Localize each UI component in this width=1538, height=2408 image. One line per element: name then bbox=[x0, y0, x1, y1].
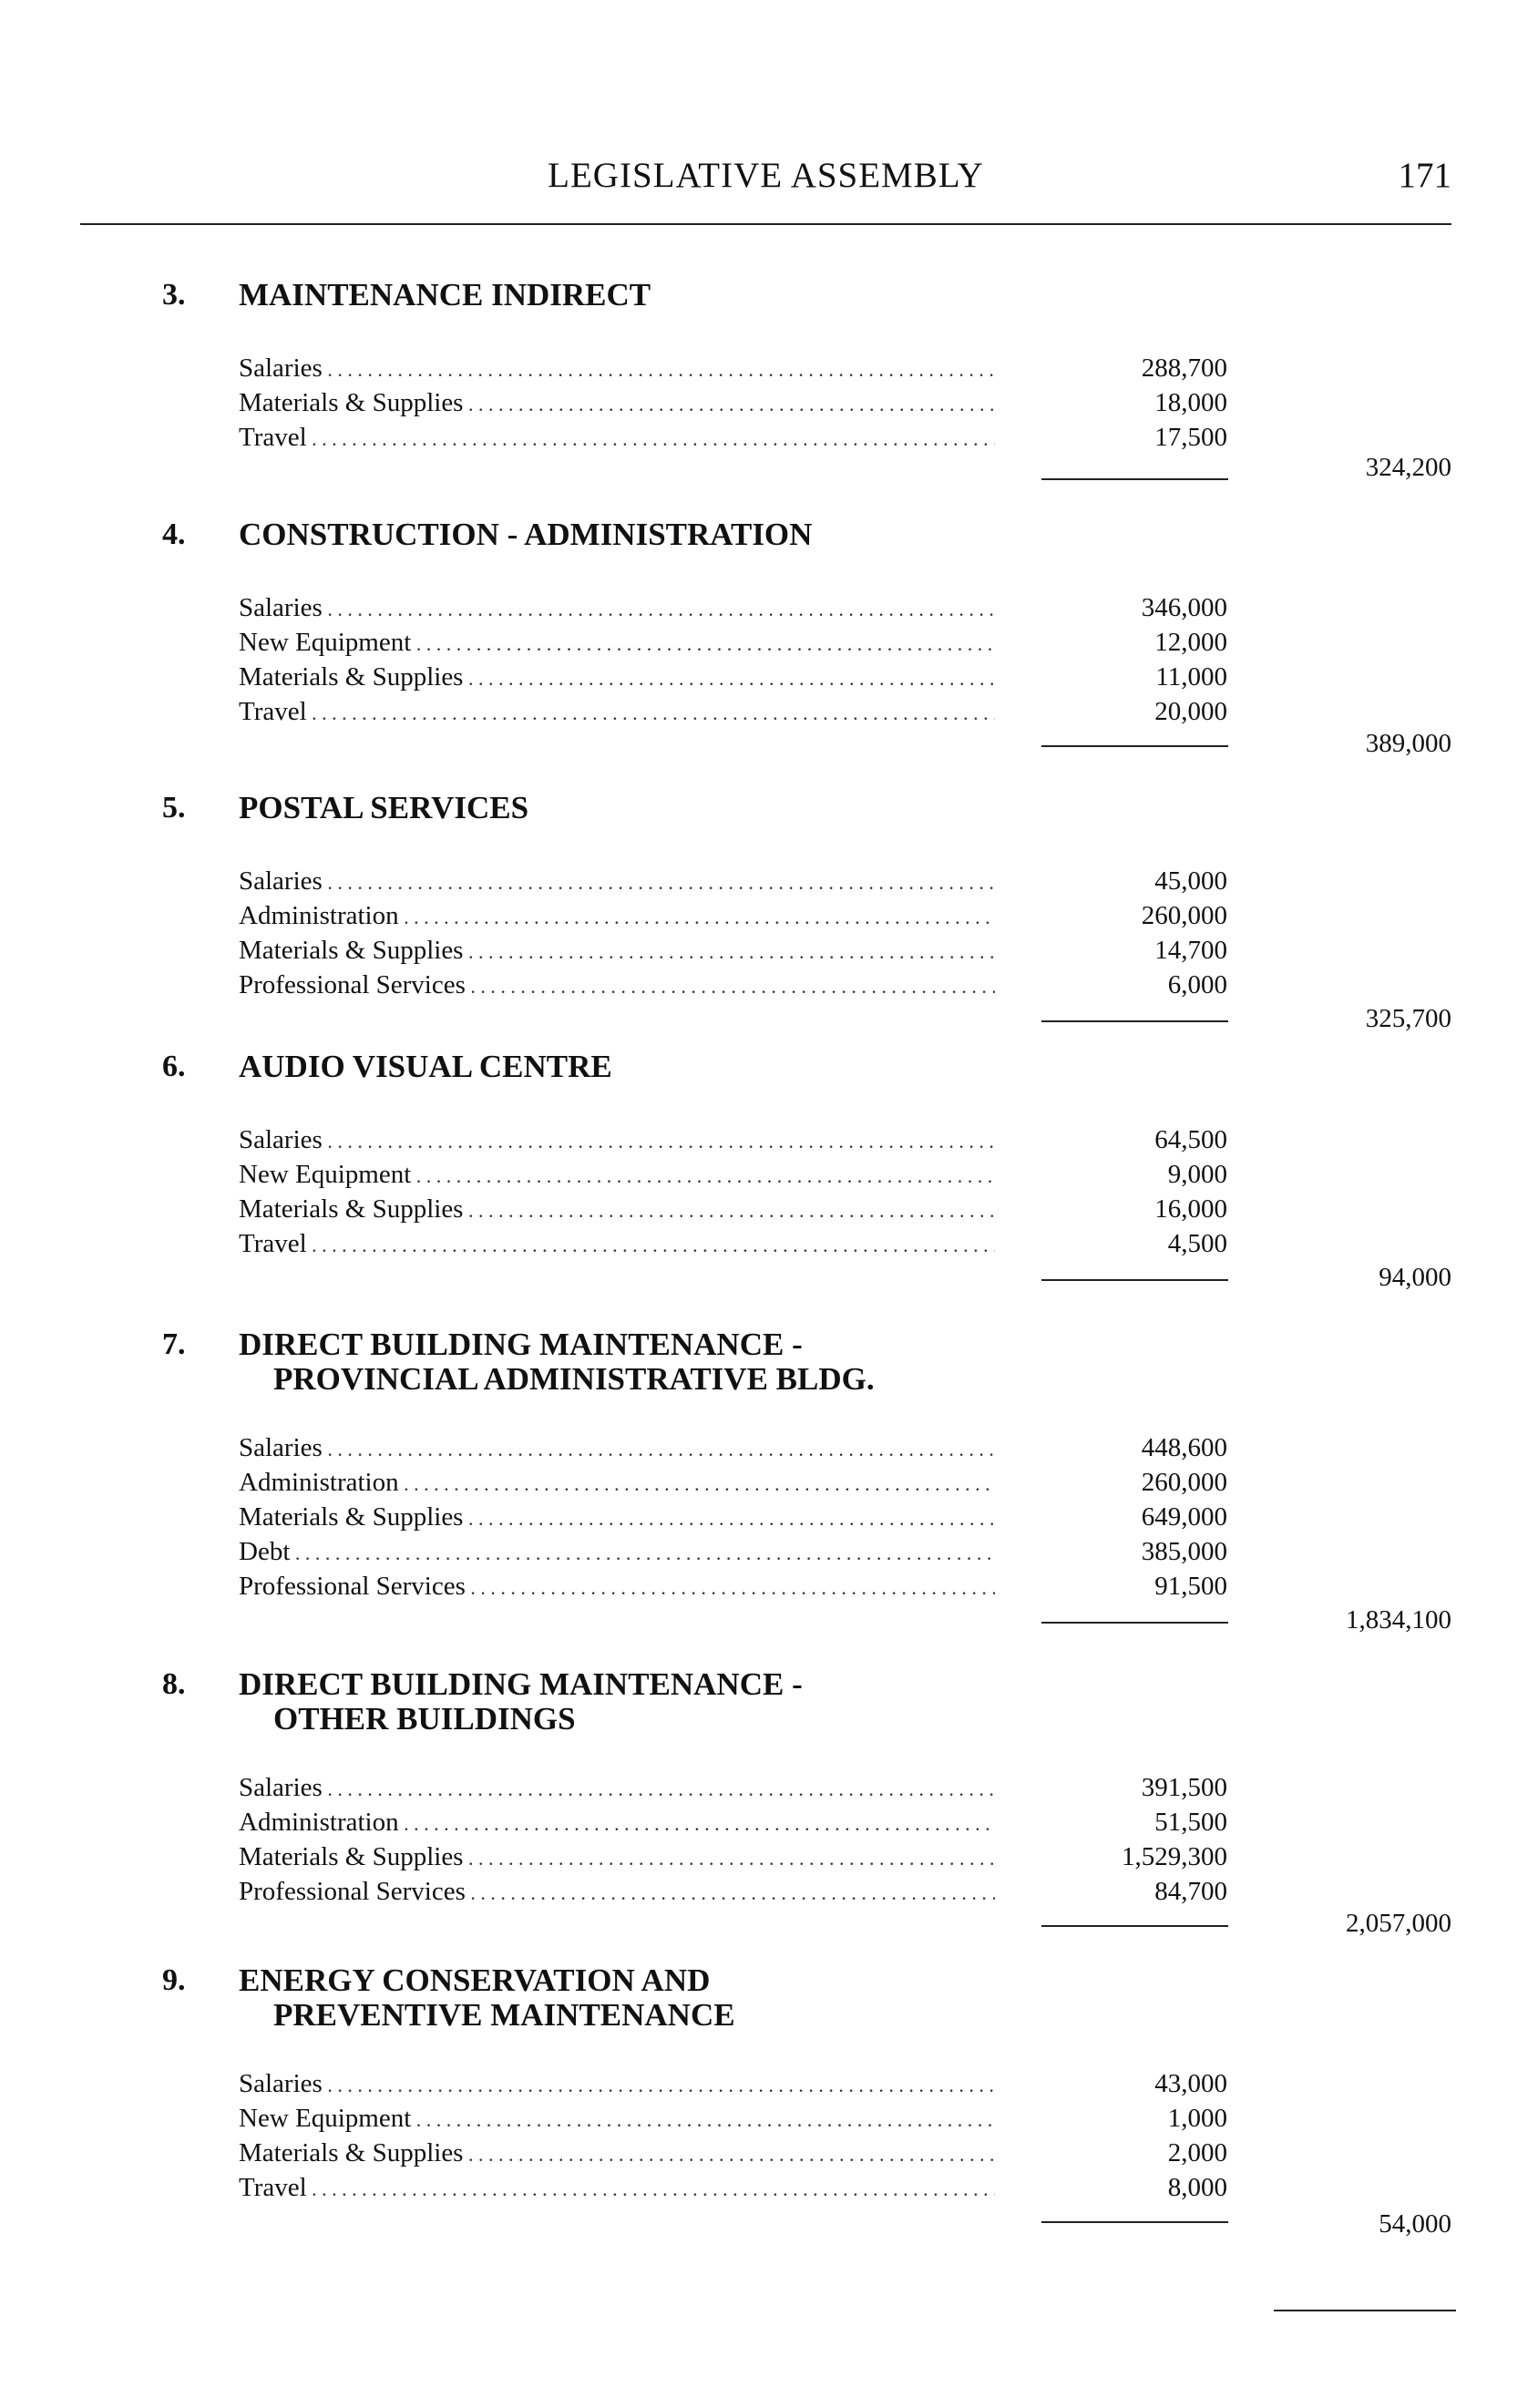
section-title-line2: OTHER BUILDINGS bbox=[273, 1701, 576, 1737]
item-label: Travel . . . bbox=[239, 420, 995, 456]
item-label: Debt . . . bbox=[239, 1534, 995, 1571]
line-item bbox=[239, 625, 1227, 660]
item-value: 649,000 bbox=[1141, 1502, 1227, 1532]
subtotal-rule bbox=[1041, 745, 1228, 747]
section-title bbox=[239, 1050, 612, 1084]
line-item bbox=[239, 1874, 1227, 1909]
item-label: Travel . . . bbox=[239, 1226, 995, 1263]
section-title-line1: AUDIO VISUAL CENTRE bbox=[239, 1049, 612, 1084]
item-label: Materials & Supplies . . . bbox=[239, 385, 995, 422]
line-items bbox=[239, 864, 1227, 1002]
line-item bbox=[239, 2101, 1227, 2136]
item-value: 84,700 bbox=[1154, 1877, 1227, 1906]
item-value: 18,000 bbox=[1154, 388, 1227, 417]
line-item bbox=[239, 351, 1227, 385]
subtotal-rule bbox=[1041, 1020, 1228, 1022]
item-value: 17,500 bbox=[1154, 423, 1227, 452]
section-title bbox=[239, 278, 651, 313]
section-title-line2: PREVENTIVE MAINTENANCE bbox=[273, 1997, 735, 2033]
item-value: 16,000 bbox=[1154, 1194, 1227, 1224]
item-value: 14,700 bbox=[1154, 936, 1227, 965]
item-label: Materials & Supplies . . . bbox=[239, 933, 995, 969]
item-value: 12,000 bbox=[1154, 628, 1227, 657]
header-divider bbox=[80, 223, 1451, 225]
line-item bbox=[239, 590, 1227, 625]
item-label: Materials & Supplies . . . bbox=[239, 2136, 995, 2172]
section-total: 389,000 bbox=[1365, 729, 1451, 758]
section-number: 9. bbox=[162, 1963, 186, 1997]
line-item bbox=[239, 1465, 1227, 1500]
section-title bbox=[239, 1667, 803, 1737]
item-label: Salaries . . . bbox=[239, 351, 995, 387]
section-total: 325,700 bbox=[1365, 1004, 1451, 1033]
section-total: 94,000 bbox=[1379, 1263, 1451, 1292]
subtotal-rule bbox=[1041, 1622, 1228, 1624]
item-value: 11,000 bbox=[1155, 662, 1227, 692]
section-title-line1: DIRECT BUILDING MAINTENANCE - bbox=[239, 1327, 803, 1362]
item-value: 51,500 bbox=[1154, 1808, 1227, 1837]
item-value: 260,000 bbox=[1141, 901, 1227, 930]
line-items bbox=[239, 1430, 1227, 1604]
section-number: 7. bbox=[162, 1327, 186, 1361]
line-item bbox=[239, 1157, 1227, 1192]
line-item bbox=[239, 2136, 1227, 2170]
section-title-line1: ENERGY CONSERVATION AND bbox=[239, 1962, 711, 1998]
item-value: 20,000 bbox=[1154, 697, 1227, 726]
subtotal-rule bbox=[1041, 2221, 1228, 2223]
line-items bbox=[239, 1770, 1227, 1909]
page-number: 171 bbox=[1398, 156, 1451, 195]
section-total: 2,057,000 bbox=[1346, 1909, 1451, 1938]
item-value: 448,600 bbox=[1141, 1433, 1227, 1462]
page-header bbox=[80, 155, 1451, 210]
section-number: 6. bbox=[162, 1050, 186, 1083]
line-item bbox=[239, 1569, 1227, 1604]
line-item bbox=[239, 1192, 1227, 1226]
item-label: Professional Services . . . bbox=[239, 1874, 995, 1911]
item-label: New Equipment . . . bbox=[239, 625, 995, 661]
section-title bbox=[239, 1327, 875, 1397]
item-label: Travel . . . bbox=[239, 2170, 995, 2207]
item-value: 260,000 bbox=[1141, 1468, 1227, 1497]
item-value: 91,500 bbox=[1154, 1572, 1227, 1601]
section-number: 3. bbox=[162, 278, 186, 312]
section-total: 324,200 bbox=[1365, 453, 1451, 482]
item-label: Administration . . . bbox=[239, 1465, 995, 1501]
section-title bbox=[239, 517, 812, 552]
item-value: 9,000 bbox=[1167, 1160, 1227, 1189]
item-label: Materials & Supplies . . . bbox=[239, 1192, 995, 1228]
item-value: 4,500 bbox=[1167, 1229, 1227, 1258]
item-label: Salaries . . . bbox=[239, 590, 995, 627]
section-title bbox=[239, 1963, 735, 2033]
line-item bbox=[239, 694, 1227, 729]
section-number: 4. bbox=[162, 517, 186, 551]
subtotal-rule bbox=[1041, 1925, 1228, 1927]
item-value: 6,000 bbox=[1167, 970, 1227, 999]
line-item bbox=[239, 2066, 1227, 2101]
item-value: 45,000 bbox=[1154, 866, 1227, 896]
section-number: 8. bbox=[162, 1667, 186, 1701]
line-item bbox=[239, 385, 1227, 420]
line-item bbox=[239, 420, 1227, 455]
item-value: 385,000 bbox=[1141, 1537, 1227, 1566]
item-label: Materials & Supplies . . . bbox=[239, 1839, 995, 1876]
section-total: 54,000 bbox=[1379, 2209, 1451, 2239]
item-value: 288,700 bbox=[1141, 354, 1227, 383]
line-item bbox=[239, 2170, 1227, 2205]
section-title-line1: MAINTENANCE INDIRECT bbox=[239, 277, 651, 313]
item-label: Professional Services . . . bbox=[239, 1569, 995, 1605]
item-label: Materials & Supplies . . . bbox=[239, 660, 995, 696]
section-title bbox=[239, 791, 528, 825]
line-item bbox=[239, 1430, 1227, 1465]
section-title-line1: POSTAL SERVICES bbox=[239, 790, 529, 825]
line-item bbox=[239, 1805, 1227, 1839]
item-label: Salaries . . . bbox=[239, 2066, 995, 2103]
item-label: New Equipment . . . bbox=[239, 2101, 995, 2137]
line-item bbox=[239, 864, 1227, 898]
line-item bbox=[239, 898, 1227, 933]
line-items bbox=[239, 590, 1227, 729]
line-items bbox=[239, 1122, 1227, 1261]
item-value: 2,000 bbox=[1167, 2138, 1227, 2167]
section-title-line1: CONSTRUCTION - ADMINISTRATION bbox=[239, 517, 813, 552]
item-label: Salaries . . . bbox=[239, 1122, 995, 1159]
section-total: 1,834,100 bbox=[1346, 1605, 1451, 1634]
item-value: 1,529,300 bbox=[1122, 1842, 1227, 1871]
item-value: 1,000 bbox=[1167, 2104, 1227, 2133]
line-item bbox=[239, 1534, 1227, 1569]
section-title-line2: PROVINCIAL ADMINISTRATIVE BLDG. bbox=[273, 1361, 875, 1397]
line-item bbox=[239, 1226, 1227, 1261]
item-label: New Equipment . . . bbox=[239, 1157, 995, 1194]
item-label: Salaries . . . bbox=[239, 1430, 995, 1467]
subtotal-rule bbox=[1041, 1279, 1228, 1281]
section-number: 5. bbox=[162, 791, 186, 825]
section-title-line1: DIRECT BUILDING MAINTENANCE - bbox=[239, 1666, 803, 1702]
item-value: 391,500 bbox=[1141, 1773, 1227, 1802]
grand-total-rule bbox=[1274, 2310, 1456, 2311]
item-label: Materials & Supplies . . . bbox=[239, 1500, 995, 1536]
item-label: Salaries . . . bbox=[239, 1770, 995, 1807]
subtotal-rule bbox=[1041, 478, 1228, 480]
line-item bbox=[239, 933, 1227, 968]
item-value: 8,000 bbox=[1167, 2173, 1227, 2202]
item-value: 43,000 bbox=[1154, 2069, 1227, 2098]
item-value: 64,500 bbox=[1154, 1125, 1227, 1154]
item-label: Travel . . . bbox=[239, 694, 995, 731]
line-item bbox=[239, 968, 1227, 1002]
line-items bbox=[239, 351, 1227, 455]
line-items bbox=[239, 2066, 1227, 2205]
item-label: Administration . . . bbox=[239, 898, 995, 935]
item-label: Salaries . . . bbox=[239, 864, 995, 900]
line-item bbox=[239, 1122, 1227, 1157]
page-title: LEGISLATIVE ASSEMBLY bbox=[548, 156, 984, 195]
item-value: 346,000 bbox=[1141, 593, 1227, 622]
line-item bbox=[239, 1770, 1227, 1805]
item-label: Professional Services . . . bbox=[239, 968, 995, 1004]
line-item bbox=[239, 1839, 1227, 1874]
item-label: Administration . . . bbox=[239, 1805, 995, 1841]
line-item bbox=[239, 1500, 1227, 1534]
line-item bbox=[239, 660, 1227, 694]
